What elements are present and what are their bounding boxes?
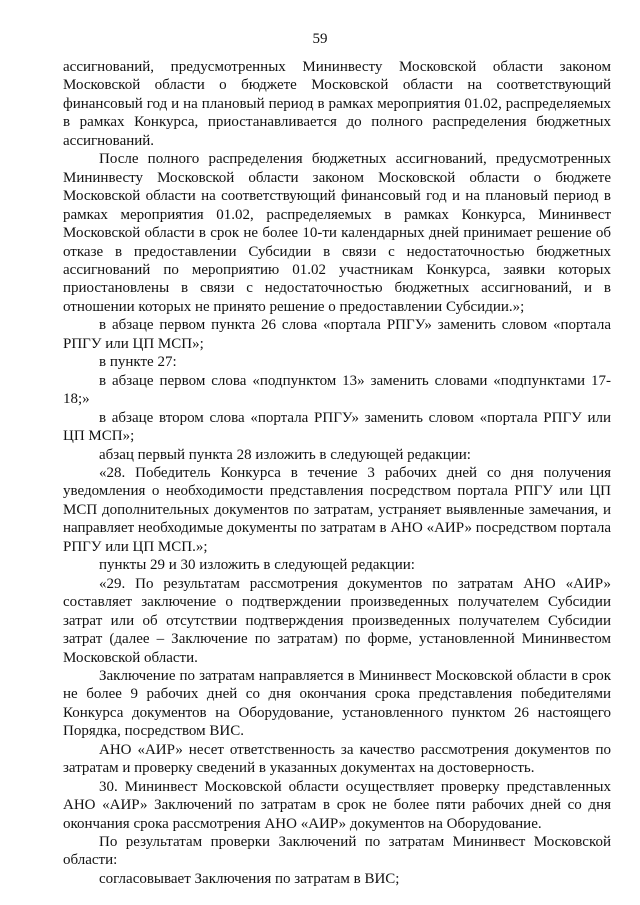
paragraph: в абзаце первом пункта 26 слова «портала РПГУ» заменить словом «портала РПГУ или ЦП МСП»;: [63, 317, 611, 352]
page-number: 59: [312, 31, 328, 47]
paragraph: в абзаце втором слова «портала РПГУ» заменить словом «портала РПГУ или ЦП МСП»;: [63, 409, 611, 445]
paragraph: АНО «АИР» несет ответственность за качество рассмотрения документов по затратам и проверку сведений в указанных документах на достоверность.: [63, 741, 611, 777]
paragraph: абзац первый пункта 28 изложить в следующей редакции:: [99, 446, 471, 463]
paragraph: пункты 29 и 30 изложить в следующей редакции:: [99, 557, 415, 574]
paragraph: в пункте 27:: [99, 354, 177, 371]
paragraph: 30. Мининвест Московской области осуществляет проверку представленных АНО «АИР» Заключений по затратам в срок не более пяти рабочих дней со дня окончания срока рассмотрения АНО «АИР» документов на Оборудование.: [63, 778, 611, 832]
paragraph: Заключение по затратам направляется в Мининвест Московской области в срок не более 9 рабочих дней со дня окончания срока представления победителями Конкурса документов на Оборудование, установленного пунктом 26 настоящего Порядка, посредством ВИС.: [63, 667, 611, 740]
paragraph: По результатам проверки Заключений по затратам Мининвест Московской области:: [63, 834, 611, 869]
paragraph: согласовывает Заключения по затратам в ВИС;: [99, 870, 400, 887]
paragraph: После полного распределения бюджетных ассигнований, предусмотренных Мининвесту Московской области законом Московской области о бюджете Московской области на соответствующий финансовый год и на плановый период в рамках мероприятия 01.02, распределяемых в рамках Конкурса, Мининвест Московской области в срок не более 10-ти календарных дней принимает решение об отказе в предоставлении Субсидии в связи с недостаточностью бюджетных ассигнований по мероприятию 01.02 участникам Конкурса, заявки которых приостановлены в связи с недостаточностью бюджетных ассигнований, и в отношении которых не принято решение о предоставлении Субсидии.»;: [63, 151, 611, 315]
document-body: [63, 58, 611, 888]
paragraph: ассигнований, предусмотренных Мининвесту Московской области законом Московской области о бюджете Московской области на соответствующий финансовый год и на плановый период в рамках мероприятия 01.02, распределяемых в рамках Конкурса, приостанавливается до полного распределения бюджетных ассигнований.: [63, 59, 611, 149]
paragraph: «29. По результатам рассмотрения документов по затратам АНО «АИР» составляет заключение о подтверждении произведенных получателем Субсидии затрат или об отсутствии подтверждения произведенных получателем Субсидии затрат (далее – Заключение по затратам) по форме, установленной Мининвестом Московской области.: [63, 575, 611, 666]
paragraph: в абзаце первом слова «подпунктом 13» заменить словами «подпунктами 17-18;»: [63, 372, 611, 408]
paragraph: «28. Победитель Конкурса в течение 3 рабочих дней со дня получения уведомления о необходимости представления посредством портала РПГУ или ЦП МСП дополнительных документов по затратам, устраняет выявленные замечания, и направляет необходимые документы по затратам в АНО «АИР» посредством портала РПГУ или ЦП МСП.»;: [63, 464, 611, 555]
